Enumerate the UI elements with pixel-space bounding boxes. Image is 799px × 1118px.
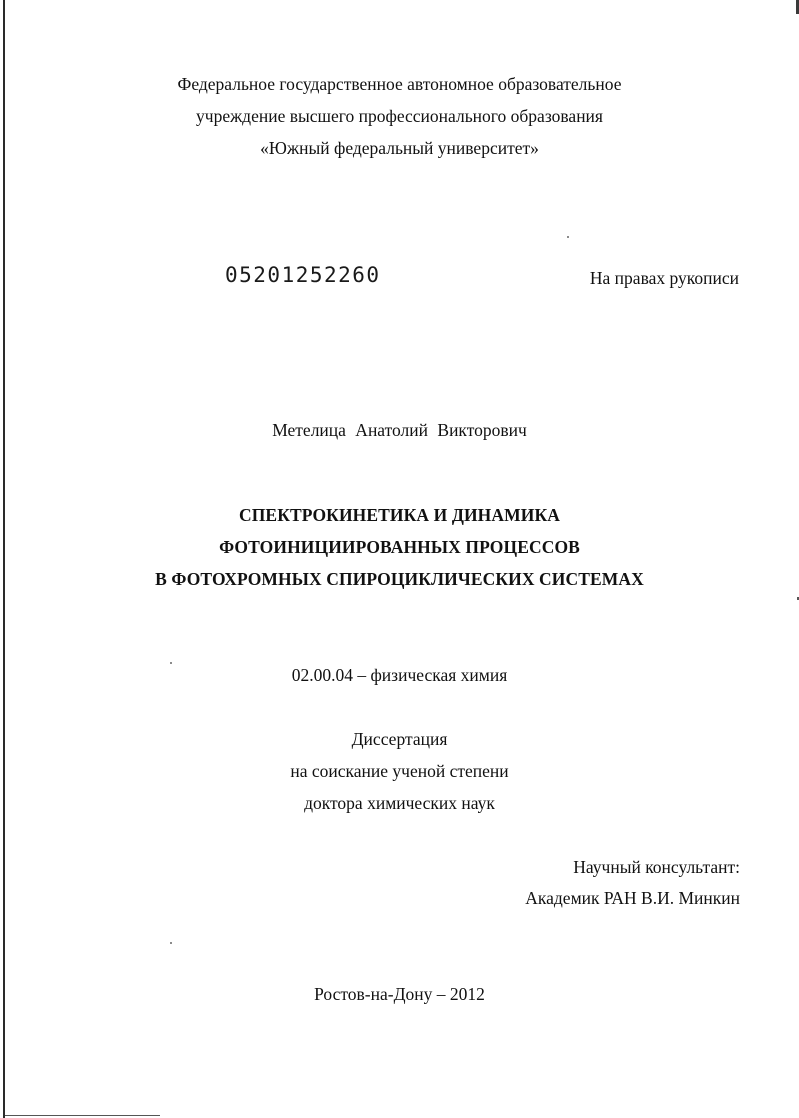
title-line-1: СПЕКТРОКИНЕТИКА И ДИНАМИКА	[238, 505, 560, 525]
manuscript-rights-note: На правах рукописи	[589, 268, 739, 288]
institution-line-3: «Южный федеральный университет»	[260, 138, 539, 158]
consultant-name: Академик РАН В.И. Минкин	[525, 888, 740, 908]
title-line-3: В ФОТОХРОМНЫХ СПИРОЦИКЛИЧЕСКИХ СИСТЕМАХ	[155, 569, 644, 589]
scan-speck	[567, 236, 569, 238]
scan-speck	[170, 942, 172, 944]
scan-border-bottom	[5, 1115, 160, 1116]
scan-border-left	[3, 0, 5, 1118]
specialty-code: 02.00.04 – физическая химия	[291, 665, 508, 685]
consultant-label: Научный консультант:	[573, 857, 740, 877]
institution-line-1: Федеральное государственное автономное образовательное	[177, 74, 622, 94]
author-name: Метелица Анатолий Викторович	[272, 420, 527, 440]
title-line-2: ФОТОИНИЦИИРОВАННЫХ ПРОЦЕССОВ	[219, 537, 580, 557]
institution-line-2: учреждение высшего профессионального образования	[196, 106, 603, 126]
place-and-year: Ростов-на-Дону – 2012	[314, 984, 485, 1004]
degree-line-1: Диссертация	[351, 729, 448, 749]
degree-line-2: на соискание ученой степени	[290, 761, 509, 781]
archive-number-stamp: 05201252260	[225, 263, 381, 287]
degree-line-3: доктора химических наук	[304, 793, 495, 813]
